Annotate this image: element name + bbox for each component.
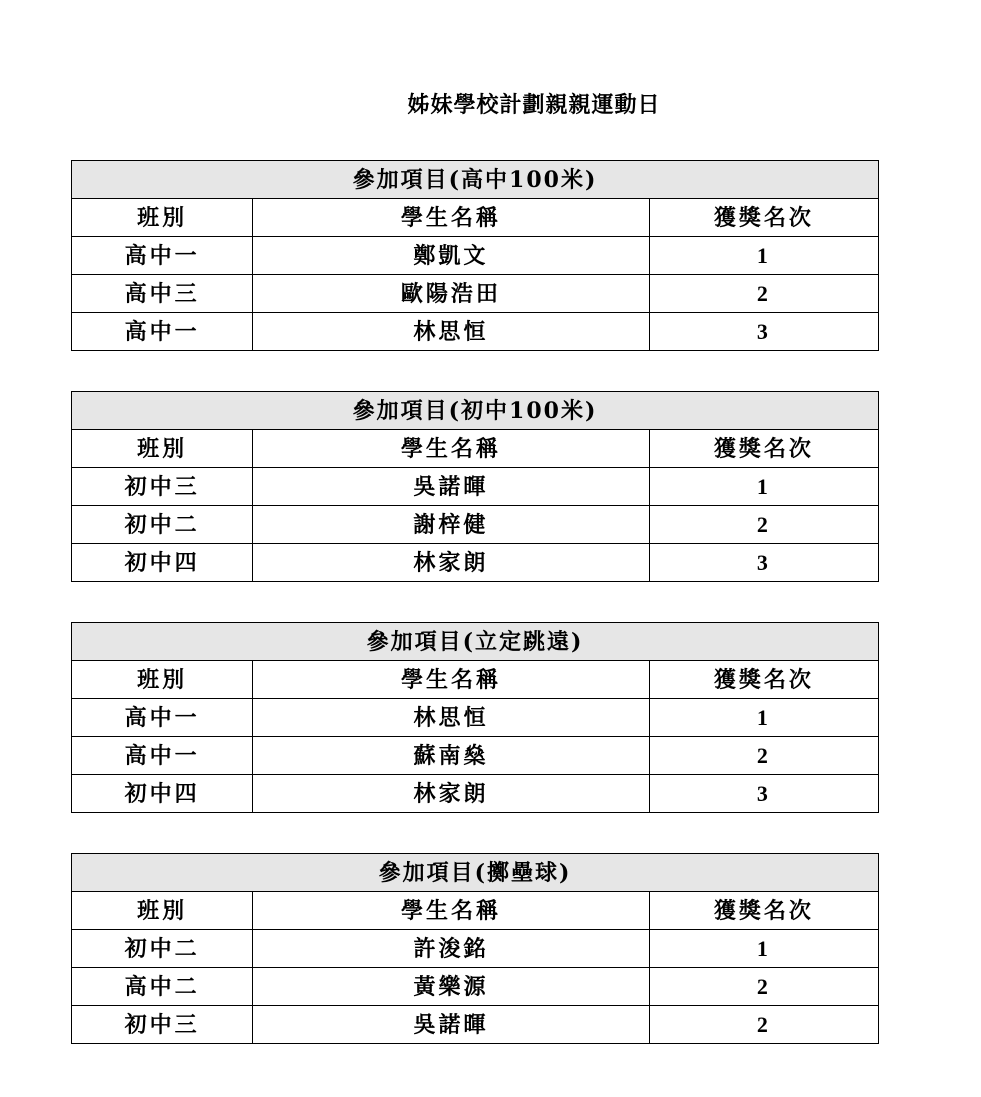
event-table-senior-100m bbox=[71, 160, 879, 351]
table-row bbox=[72, 737, 879, 775]
student-name-cell: 許浚銘 bbox=[253, 930, 649, 968]
table-row bbox=[72, 313, 879, 351]
class-cell: 初中三 bbox=[72, 468, 253, 506]
column-header-rank: 獲獎名次 bbox=[649, 892, 878, 930]
column-header-name: 學生名稱 bbox=[253, 661, 649, 699]
class-cell: 高中二 bbox=[72, 968, 253, 1006]
event-header-row bbox=[72, 161, 879, 199]
student-name-cell: 謝梓健 bbox=[253, 506, 649, 544]
table-row bbox=[72, 968, 879, 1006]
event-header-row bbox=[72, 392, 879, 430]
column-header-row bbox=[72, 430, 879, 468]
column-header-class: 班別 bbox=[72, 430, 253, 468]
class-cell: 高中三 bbox=[72, 275, 253, 313]
column-header-row bbox=[72, 892, 879, 930]
column-header-class: 班別 bbox=[72, 892, 253, 930]
column-header-rank: 獲獎名次 bbox=[649, 661, 878, 699]
rank-cell: 1 bbox=[649, 930, 878, 968]
table-row bbox=[72, 775, 879, 813]
event-header: 參加項目(初中100米) bbox=[72, 392, 879, 430]
student-name-cell: 吳諾暉 bbox=[253, 1006, 649, 1044]
table-row bbox=[72, 237, 879, 275]
event-header-row bbox=[72, 854, 879, 892]
student-name-cell: 林思恒 bbox=[253, 699, 649, 737]
rank-cell: 2 bbox=[649, 1006, 878, 1044]
rank-cell: 2 bbox=[649, 275, 878, 313]
column-header-class: 班別 bbox=[72, 661, 253, 699]
table-row bbox=[72, 275, 879, 313]
class-cell: 初中四 bbox=[72, 544, 253, 582]
event-table-softball-throw bbox=[71, 853, 879, 1044]
column-header-name: 學生名稱 bbox=[253, 430, 649, 468]
event-table-standing-long-jump bbox=[71, 622, 879, 813]
student-name-cell: 歐陽浩田 bbox=[253, 275, 649, 313]
document-title: 姊妹學校計劃親親運動日 bbox=[407, 92, 661, 118]
student-name-cell: 吳諾暉 bbox=[253, 468, 649, 506]
student-name-cell: 林家朗 bbox=[253, 544, 649, 582]
rank-cell: 1 bbox=[649, 699, 878, 737]
class-cell: 初中三 bbox=[72, 1006, 253, 1044]
event-header: 參加項目(高中100米) bbox=[72, 161, 879, 199]
rank-cell: 2 bbox=[649, 506, 878, 544]
class-cell: 高中一 bbox=[72, 313, 253, 351]
column-header-name: 學生名稱 bbox=[253, 199, 649, 237]
column-header-class: 班別 bbox=[72, 199, 253, 237]
student-name-cell: 林家朗 bbox=[253, 775, 649, 813]
student-name-cell: 黃樂源 bbox=[253, 968, 649, 1006]
rank-cell: 3 bbox=[649, 544, 878, 582]
table-row bbox=[72, 1006, 879, 1044]
student-name-cell: 鄭凱文 bbox=[253, 237, 649, 275]
class-cell: 初中四 bbox=[72, 775, 253, 813]
column-header-rank: 獲獎名次 bbox=[649, 199, 878, 237]
column-header-name: 學生名稱 bbox=[253, 892, 649, 930]
column-header-row bbox=[72, 199, 879, 237]
rank-cell: 2 bbox=[649, 968, 878, 1006]
table-row bbox=[72, 699, 879, 737]
rank-cell: 2 bbox=[649, 737, 878, 775]
event-header-row bbox=[72, 623, 879, 661]
event-header: 參加項目(立定跳遠) bbox=[72, 623, 879, 661]
class-cell: 高中一 bbox=[72, 237, 253, 275]
table-row bbox=[72, 468, 879, 506]
student-name-cell: 林思恒 bbox=[253, 313, 649, 351]
class-cell: 高中一 bbox=[72, 737, 253, 775]
rank-cell: 3 bbox=[649, 775, 878, 813]
table-row bbox=[72, 506, 879, 544]
table-row bbox=[72, 930, 879, 968]
class-cell: 高中一 bbox=[72, 699, 253, 737]
table-row bbox=[72, 544, 879, 582]
column-header-row bbox=[72, 661, 879, 699]
rank-cell: 3 bbox=[649, 313, 878, 351]
event-table-junior-100m bbox=[71, 391, 879, 582]
rank-cell: 1 bbox=[649, 468, 878, 506]
column-header-rank: 獲獎名次 bbox=[649, 430, 878, 468]
student-name-cell: 蘇南燊 bbox=[253, 737, 649, 775]
rank-cell: 1 bbox=[649, 237, 878, 275]
event-header: 參加項目(擲壘球) bbox=[72, 854, 879, 892]
class-cell: 初中二 bbox=[72, 506, 253, 544]
class-cell: 初中二 bbox=[72, 930, 253, 968]
